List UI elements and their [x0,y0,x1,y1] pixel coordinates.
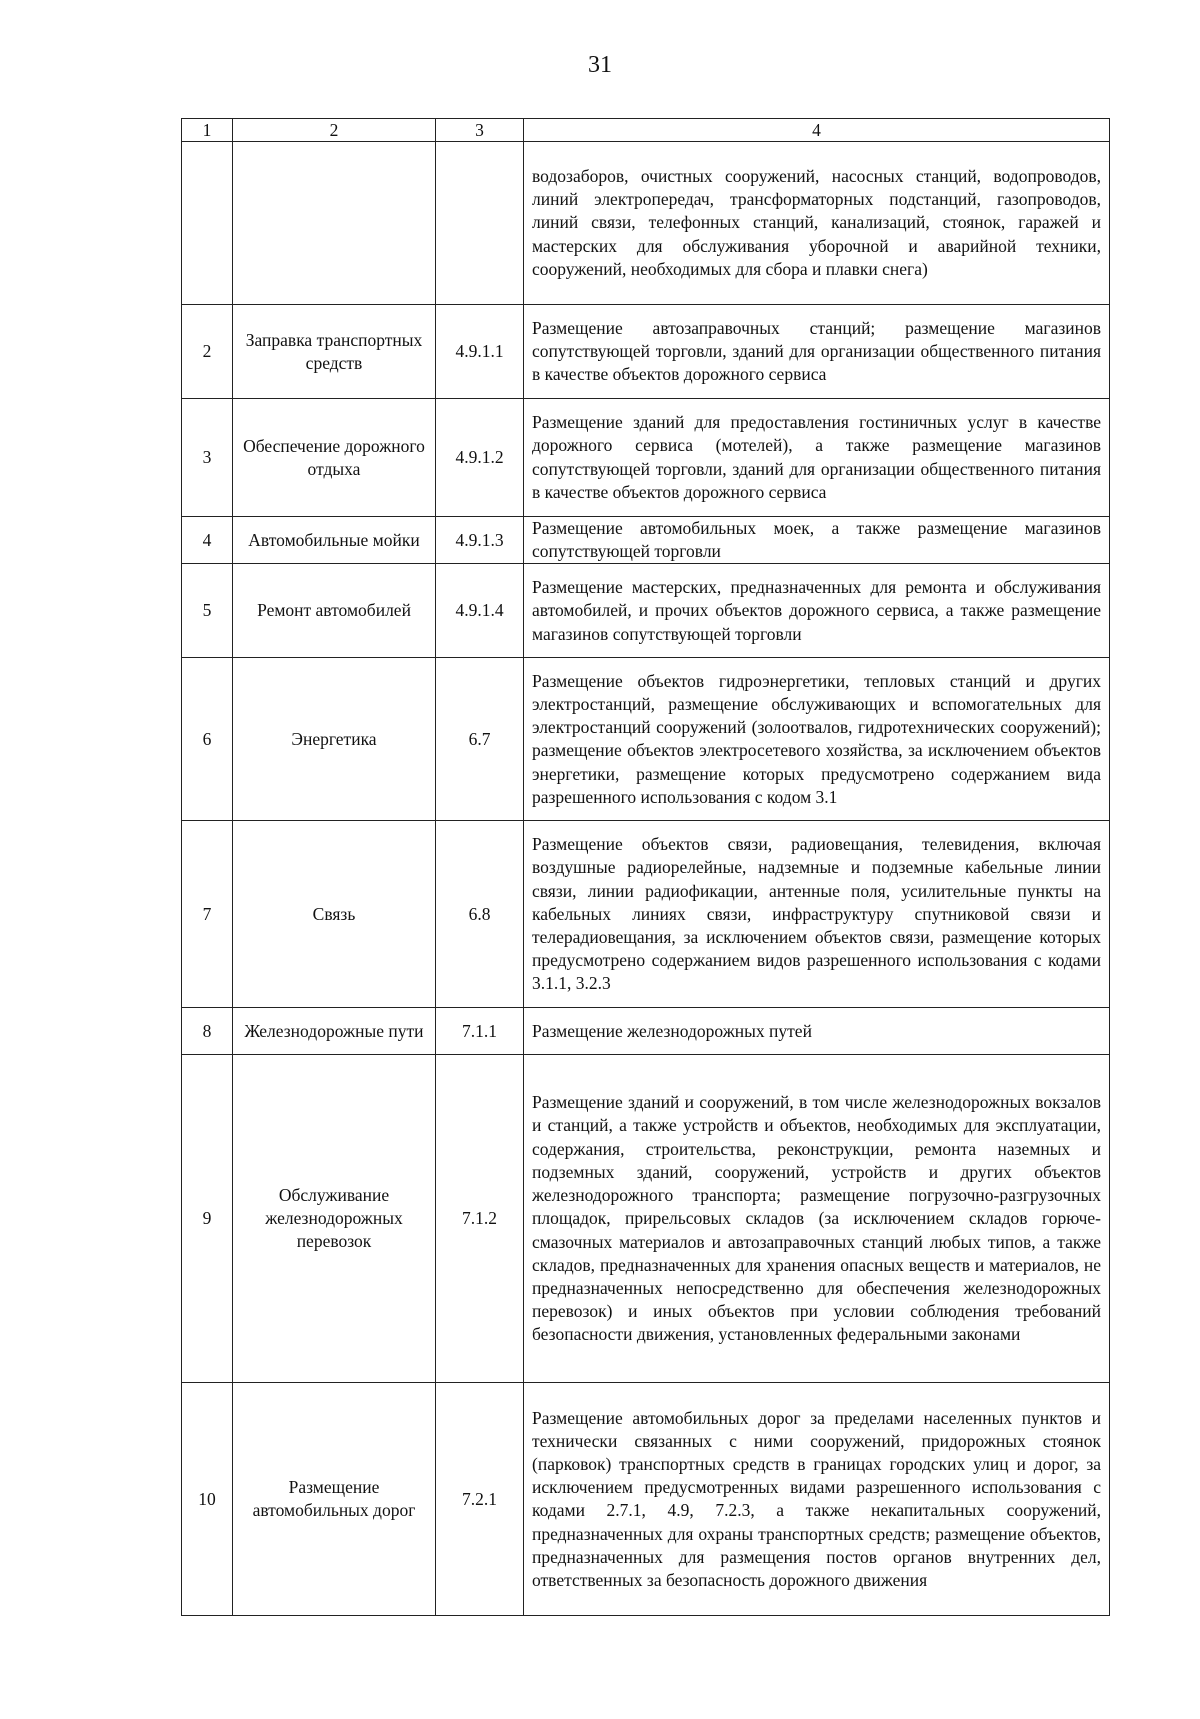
page-number: 31 [588,52,612,78]
row-code: 6.8 [436,821,524,1008]
table-row [182,1055,1110,1383]
column-header: 1 [182,119,233,142]
table-header-row [182,119,1110,142]
row-description: Размещение объектов связи, радиовещания, телевидения, включая воздушные радиорелейные, надземные и подземные кабельные линии связи, линии радиофикации, антенные поля, усилительные пункты на кабельных линиях связи, инфраструктуру спутниковой связи и телерадиовещания, за исключением объектов связи, размещение которых предусмотрено содержанием видов разрешенного использования с кодами 3.1.1, 3.2.3 [524,821,1110,1008]
row-number: 3 [182,399,233,517]
row-description: Размещение автомобильных моек, а также размещение магазинов сопутствующей торговли [524,517,1110,564]
row-number: 7 [182,821,233,1008]
row-number [182,142,233,305]
row-code: 4.9.1.1 [436,305,524,399]
table-row [182,305,1110,399]
row-number: 6 [182,658,233,821]
row-number: 8 [182,1008,233,1055]
row-code: 4.9.1.2 [436,399,524,517]
row-number: 2 [182,305,233,399]
row-number: 9 [182,1055,233,1383]
row-code: 6.7 [436,658,524,821]
row-code: 7.1.1 [436,1008,524,1055]
row-name: Обслуживание железнодорожных перевозок [233,1055,436,1383]
row-code: 4.9.1.3 [436,517,524,564]
table-row [182,517,1110,564]
table-row [182,658,1110,821]
row-name: Энергетика [233,658,436,821]
table-row [182,1383,1110,1616]
row-name [233,142,436,305]
row-description: Размещение железнодорожных путей [524,1008,1110,1055]
row-code: 7.1.2 [436,1055,524,1383]
row-number: 10 [182,1383,233,1616]
table-row [182,564,1110,658]
row-description: Размещение автомобильных дорог за пределами населенных пунктов и технически связанных с ними сооружений, придорожных стоянок (парковок) транспортных средств в границах городских улиц и дорог, за исключением предусмотренных видами разрешенного использования с кодами 2.7.1, 4.9, 7.2.3, а также некапитальных сооружений, предназначенных для охраны транспортных средств; размещение объектов, предназначенных для размещения постов органов внутренних дел, ответственных за безопасность дорожного движения [524,1383,1110,1616]
row-name: Автомобильные мойки [233,517,436,564]
row-name: Ремонт автомобилей [233,564,436,658]
row-code: 7.2.1 [436,1383,524,1616]
row-name: Железнодорожные пути [233,1008,436,1055]
row-description: Размещение мастерских, предназначенных для ремонта и обслуживания автомобилей, и прочих объектов дорожного сервиса, а также размещение магазинов сопутствующей торговли [524,564,1110,658]
row-description: Размещение зданий и сооружений, в том числе железнодорожных вокзалов и станций, а также устройств и объектов, необходимых для эксплуатации, содержания, строительства, реконструкции, ремонта наземных и подземных зданий, сооружений, устройств и других объектов железнодорожного транспорта; размещение погрузочно-разгрузочных площадок, прирельсовых складов (за исключением складов горюче-смазочных материалов и автозаправочных станций любых типов, а также складов, предназначенных для хранения опасных веществ и материалов, не предназначенных непосредственно для обеспечения железнодорожных перевозок) и иных объектов при условии соблюдения требований безопасности движения, установленных федеральными законами [524,1055,1110,1383]
table-row [182,1008,1110,1055]
row-description: Размещение объектов гидроэнергетики, тепловых станций и других электростанций, размещение обслуживающих и вспомогательных для электростанций сооружений (золоотвалов, гидротехнических сооружений); размещение объектов электросетевого хозяйства, за исключением объектов энергетики, размещение которых предусмотрено содержанием вида разрешенного использования с кодом 3.1 [524,658,1110,821]
row-code [436,142,524,305]
table-row [182,399,1110,517]
row-description: водозаборов, очистных сооружений, насосных станций, водопроводов, линий электропередач, трансформаторных подстанций, газопроводов, линий связи, телефонных станций, канализаций, стоянок, гаражей и мастерских для обслуживания уборочной и аварийной техники, сооружений, необходимых для сбора и плавки снега) [524,142,1110,305]
column-header: 2 [233,119,436,142]
column-header: 3 [436,119,524,142]
row-number: 4 [182,517,233,564]
row-name: Размещение автомобильных дорог [233,1383,436,1616]
row-name: Связь [233,821,436,1008]
table-row [182,821,1110,1008]
table-row [182,142,1110,305]
row-description: Размещение автозаправочных станций; размещение магазинов сопутствующей торговли, зданий для организации общественного питания в качестве объектов дорожного сервиса [524,305,1110,399]
row-description: Размещение зданий для предоставления гостиничных услуг в качестве дорожного сервиса (мотелей), а также размещение магазинов сопутствующей торговли, зданий для организации общественного питания в качестве объектов дорожного сервиса [524,399,1110,517]
row-code: 4.9.1.4 [436,564,524,658]
column-header: 4 [524,119,1110,142]
row-name: Обеспечение дорожного отдыха [233,399,436,517]
row-name: Заправка транспортных средств [233,305,436,399]
row-number: 5 [182,564,233,658]
land-use-table [181,118,1110,1616]
